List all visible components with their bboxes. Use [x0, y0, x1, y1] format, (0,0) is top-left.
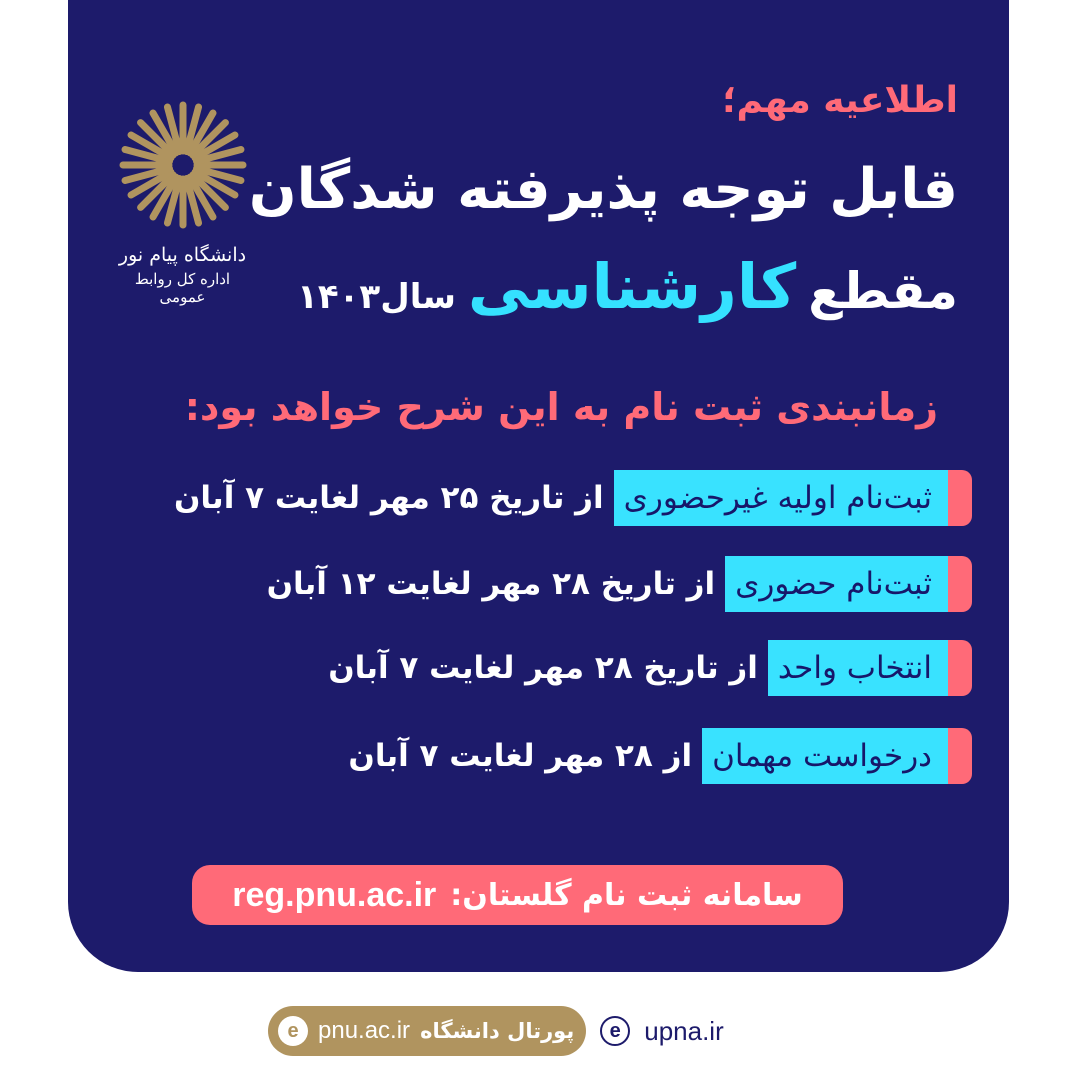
- registration-system-banner: [192, 865, 843, 925]
- portal-site-link[interactable]: pnu.ac.ir: [318, 1017, 411, 1044]
- news-site-link[interactable]: upna.ir: [644, 1015, 724, 1046]
- registration-system-label: سامانه ثبت نام گلستان:: [450, 877, 803, 913]
- schedule-item-label: ثبت‌نام حضوری: [725, 556, 972, 612]
- university-name: دانشگاه پیام نور: [118, 244, 247, 266]
- schedule-row: [267, 556, 972, 612]
- e-icon: e: [600, 1016, 630, 1046]
- schedule-item-label: ثبت‌نام اولیه غیرحضوری: [614, 470, 972, 526]
- university-department: اداره کل روابط عمومی: [134, 270, 231, 306]
- notice-label: اطلاعیه مهم؛: [722, 80, 958, 121]
- schedule-item-dates: از تاریخ ۲۵ مهر لغایت ۷ آبان: [173, 480, 604, 516]
- university-logo: [110, 100, 255, 306]
- sunburst-logo-icon: [118, 100, 248, 230]
- schedule-row: [174, 470, 972, 526]
- schedule-row: [348, 728, 972, 784]
- schedule-row: [328, 640, 972, 696]
- title-line-1: قابل توجه پذیرفته شدگان: [248, 157, 958, 222]
- portal-label: پورتال دانشگاه: [420, 1019, 575, 1043]
- schedule-item-label: درخواست مهمان: [702, 728, 972, 784]
- portal-pill[interactable]: [268, 1006, 586, 1056]
- schedule-item-label: انتخاب واحد: [768, 640, 972, 696]
- registration-system-link[interactable]: reg.pnu.ac.ir: [232, 875, 437, 914]
- schedule-title: زمانبندی ثبت نام به این شرح خواهد بود:: [184, 385, 938, 429]
- title-year-label: سال۱۴۰۳: [297, 277, 456, 317]
- footer: [268, 1006, 724, 1056]
- title-line-2: [297, 250, 958, 323]
- title-highlight: کارشناسی: [467, 250, 797, 323]
- schedule-item-dates: از تاریخ ۲۸ مهر لغایت ۷ آبان: [328, 650, 758, 686]
- schedule-item-dates: از تاریخ ۲۸ مهر لغایت ۱۲ آبان: [266, 566, 716, 602]
- title-prefix: مقطع: [808, 262, 958, 320]
- e-icon: e: [278, 1016, 308, 1046]
- schedule-item-dates: از ۲۸ مهر لغایت ۷ آبان: [348, 738, 693, 774]
